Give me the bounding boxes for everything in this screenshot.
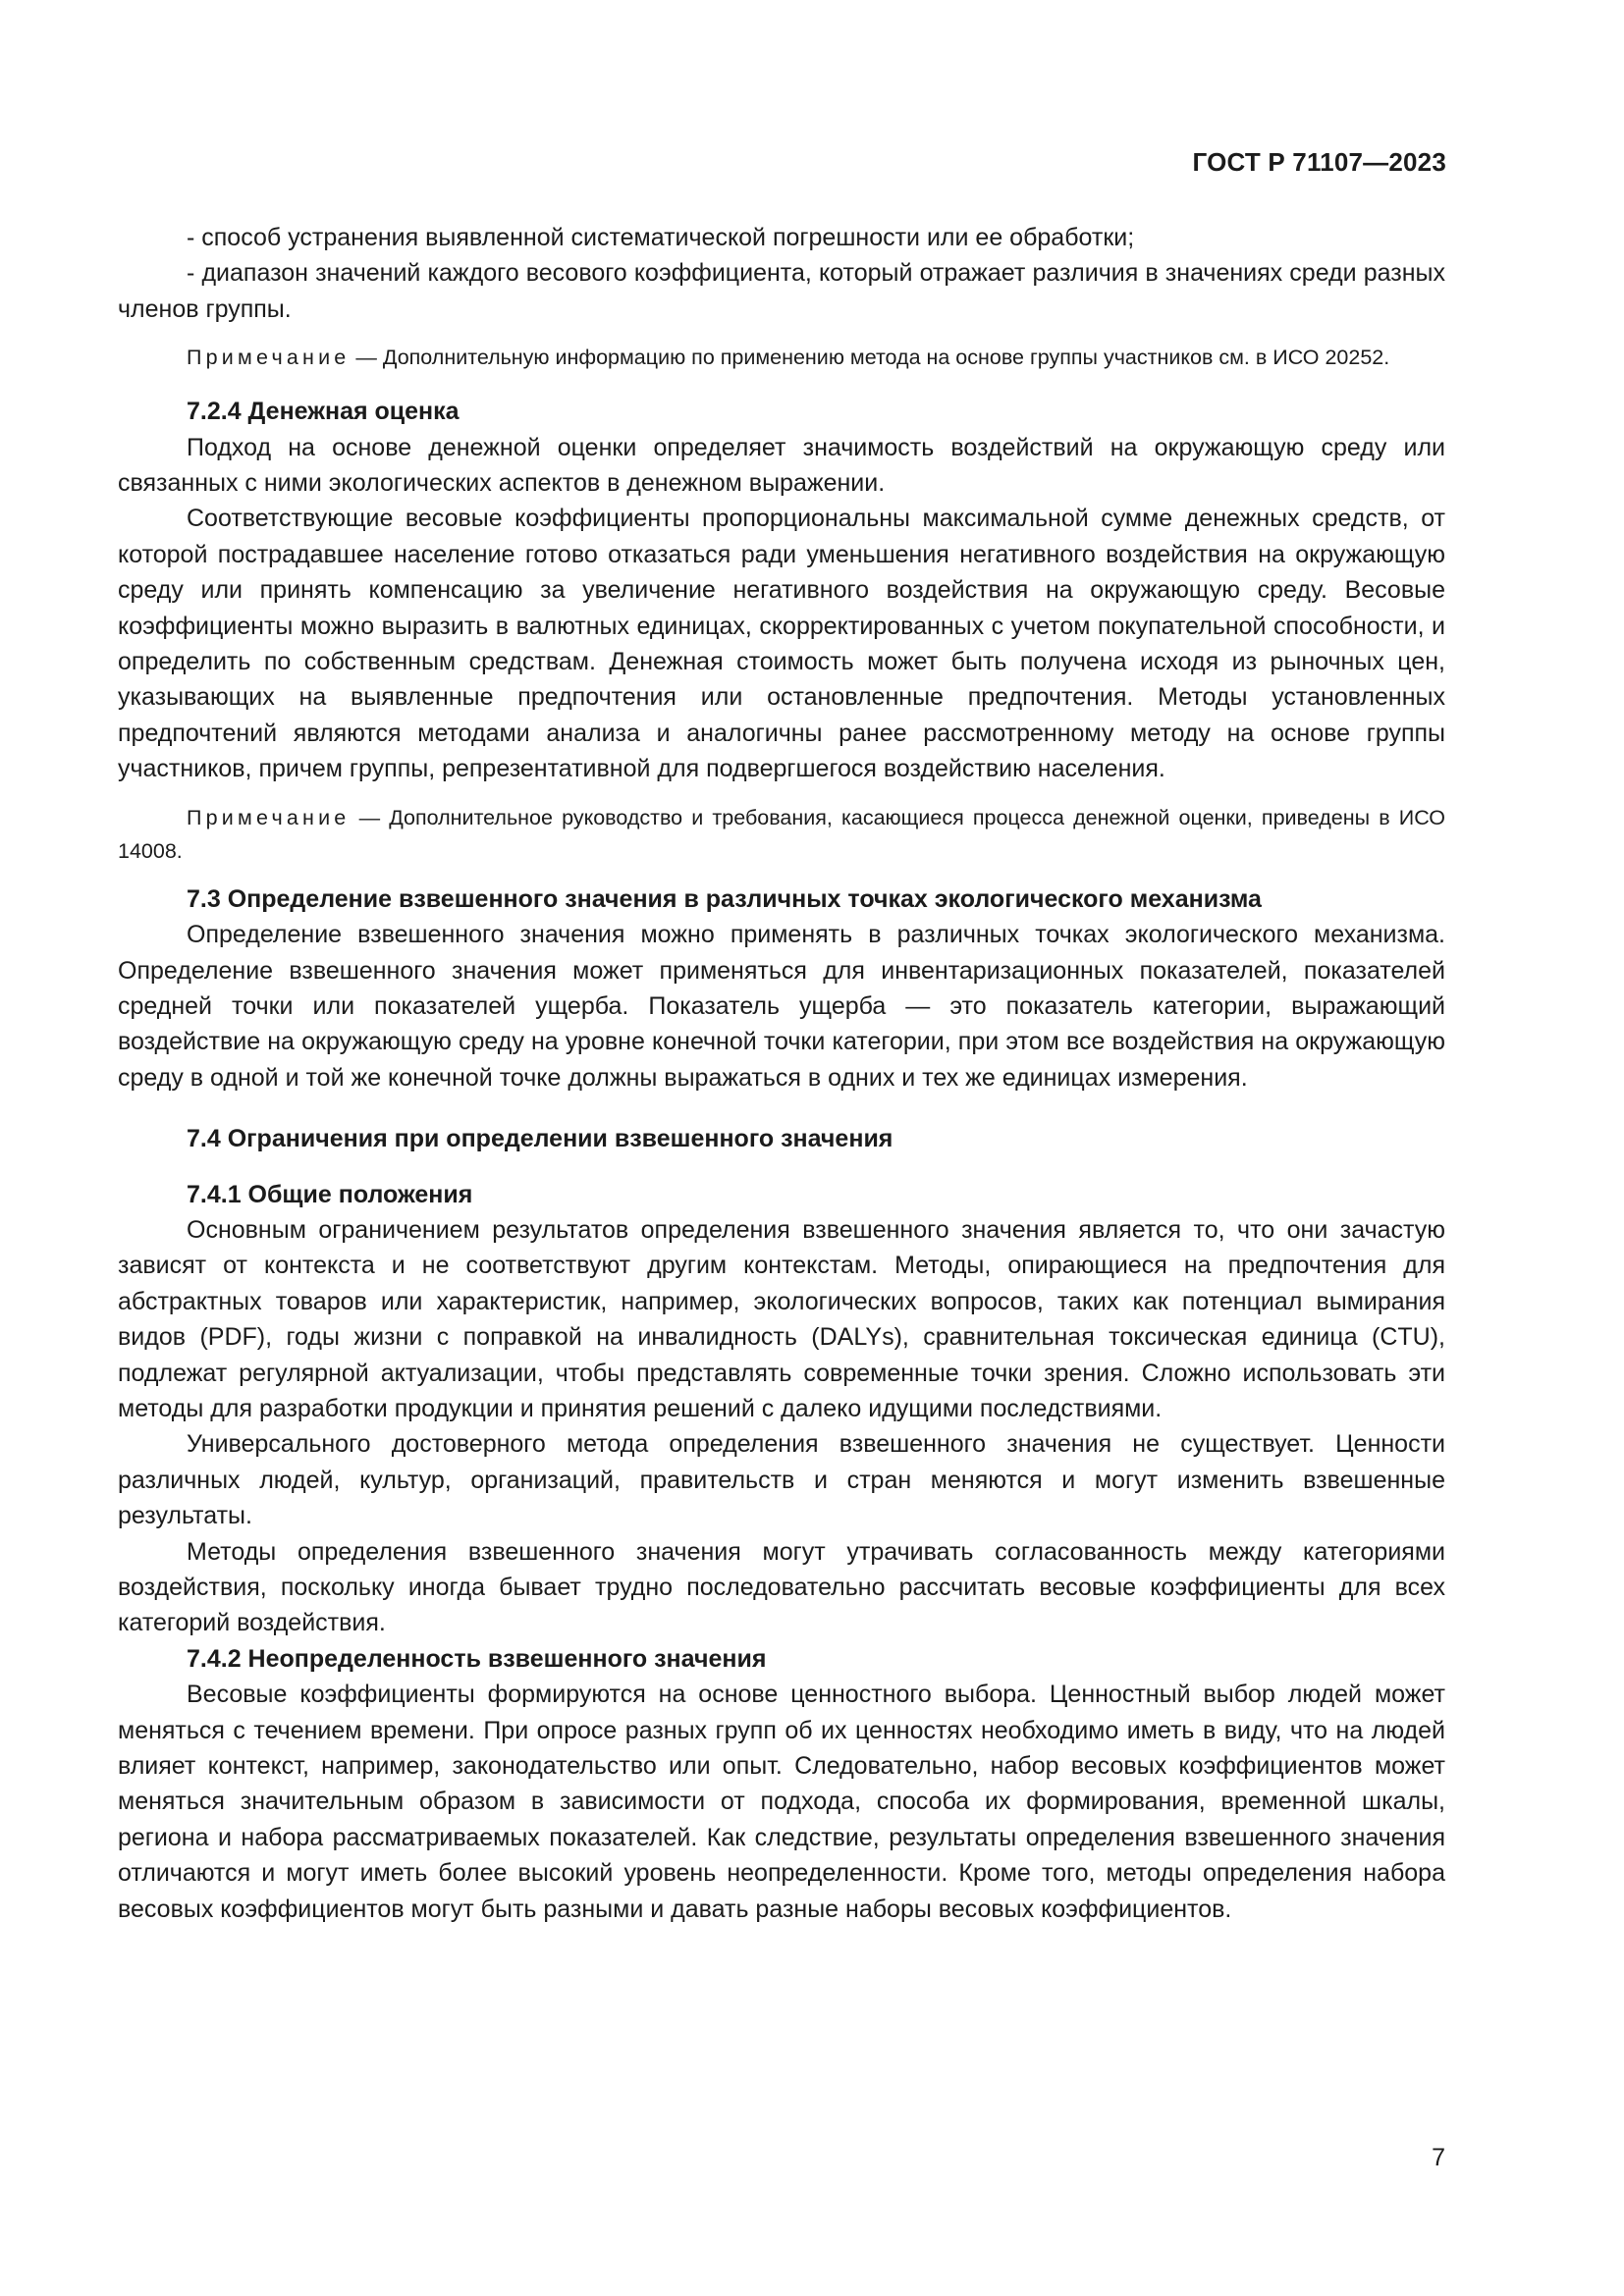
list-item: - способ устранения выявленной систематической погрешности или ее обработки; <box>187 224 1135 251</box>
paragraph: Определение взвешенного значения можно применять в различных точках экологического механизма. Определение взвешенного значения может применяться для инвентаризационных показателей, показателей средней точки или показателей ущерба. Показатель ущерба — это показатель категории, выражающий воздействие на окружающую среду на уровне конечной точки категории, при этом все воздействия на окружающую среду в одной и той же конечной точке должны выражаться в одних и тех же единицах измерения. <box>118 921 1445 1092</box>
paragraph: Методы определения взвешенного значения могут утрачивать согласованность между категориями воздействия, поскольку иногда бывает трудно последовательно рассчитать весовые коэффициенты для всех категорий воздействия. <box>118 1537 1445 1637</box>
section-heading-7-4-1: 7.4.1 Общие положения <box>187 1180 473 1208</box>
note-text: — Дополнительную информацию по применению метода на основе группы участников см. в ИСО 20252. <box>350 346 1390 370</box>
note-label: Примечание <box>187 805 351 829</box>
paragraph: Весовые коэффициенты формируются на основе ценностного выбора. Ценностный выбор людей может меняться с течением времени. При опросе разных групп об их ценностях необходимо иметь в виду, что на людей влияет контекст, например, законодательство или опыт. Следовательно, набор весовых коэффициентов может меняться значительным образом в зависимости от подхода, способа их формирования, временной шкалы, региона и набора рассматриваемых показателей. Как следствие, результаты определения взвешенного значения отличаются и могут иметь более высокий уровень неопределенности. Кроме того, методы определения набора весовых коэффициентов могут быть разными и давать разные наборы весовых коэффициентов. <box>118 1681 1445 1923</box>
section-heading-7-4-2: 7.4.2 Неопределенность взвешенного значения <box>187 1644 767 1673</box>
page-number: 7 <box>1432 2144 1445 2171</box>
section-heading-7-4: 7.4 Ограничения при определении взвешенного значения <box>187 1125 893 1153</box>
paragraph: Основным ограничением результатов определения взвешенного значения является то, что они зачастую зависят от контекста и не соответствуют другим контекстам. Методы, опирающиеся на предпочтения для абстрактных товаров или характеристик, например, экологических вопросов, таких как потенциал вымирания видов (PDF), годы жизни с поправкой на инвалидность (DALYs), сравнительная токсическая единица (CTU), подлежат регулярной актуализации, чтобы представлять современные точки зрения. Сложно использовать эти методы для разработки продукции и принятия решений с далеко идущими последствиями. <box>118 1215 1445 1422</box>
section-heading-7-3: 7.3 Определение взвешенного значения в различных точках экологического механизма <box>187 884 1262 913</box>
document-number-header: ГОСТ Р 71107—2023 <box>1192 147 1446 177</box>
page-body <box>118 220 1445 1927</box>
note <box>118 341 1445 374</box>
paragraph: Подход на основе денежной оценки определяет значимость воздействий на окружающую среду или связанных с ними экологических аспектов в денежном выражении. <box>118 433 1445 498</box>
note-label: Примечание <box>187 346 351 370</box>
section-heading-7-2-4: 7.2.4 Денежная оценка <box>187 398 460 426</box>
note-text: — Дополнительное руководство и требования, касающиеся процесса денежной оценки, приведены в ИСО 14008. <box>118 805 1445 863</box>
list-item: - диапазон значений каждого весового коэффициента, который отражает различия в значениях среди разных членов группы. <box>118 259 1445 323</box>
paragraph: Соответствующие весовые коэффициенты пропорциональны максимальной сумме денежных средств, от которой пострадавшее население готово отказаться ради уменьшения негативного воздействия на окружающую среду или принять компенсацию за увеличение негативного воздействия на окружающую среду. Весовые коэффициенты можно выразить в валютных единицах, скорректированных с учетом покупательной способности, и определить по собственным средствам. Денежная стоимость может быть получена исходя из рыночных цен, указывающих на выявленные предпочтения или остановленные предпочтения. Методы установленных предпочтений являются методами анализа и аналогичны ранее рассмотренному методу на основе группы участников, причем группы, репрезентативной для подвергшегося воздействию населения. <box>118 505 1445 783</box>
note <box>118 801 1445 868</box>
paragraph: Универсального достоверного метода определения взвешенного значения не существует. Ценности различных людей, культур, организаций, правительств и стран меняются и могут изменить взвешенные результаты. <box>118 1430 1445 1530</box>
